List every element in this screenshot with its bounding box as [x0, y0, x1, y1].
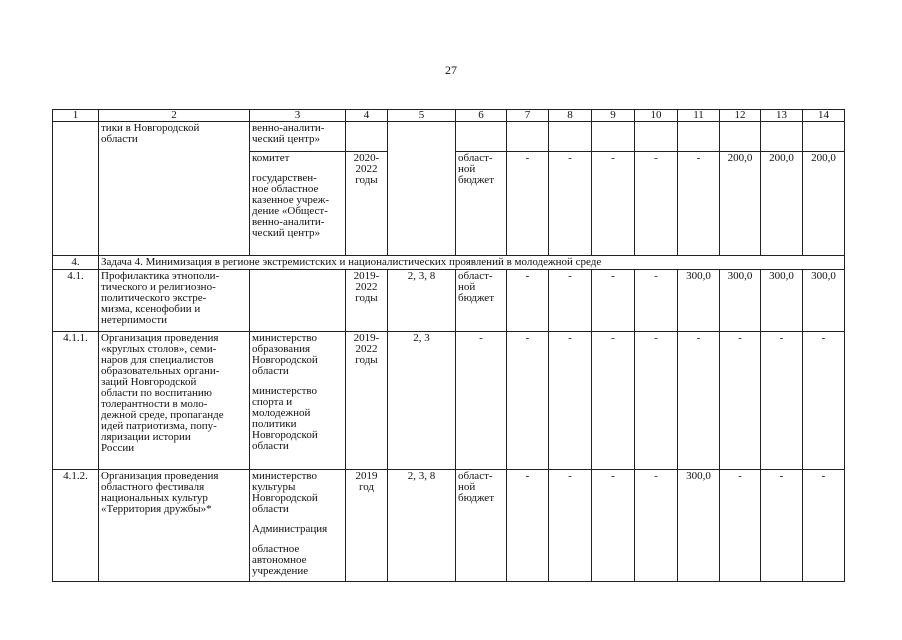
value-cell: - — [507, 332, 549, 470]
header-cell: 10 — [635, 110, 678, 122]
value-cell: - — [803, 332, 845, 470]
header-cell: 7 — [507, 110, 549, 122]
value-cell — [720, 122, 761, 152]
value-cell: - — [720, 332, 761, 470]
table-row — [53, 332, 845, 470]
value-cell: 200,0 — [720, 152, 761, 256]
program-table — [52, 109, 845, 582]
value-cell: 200,0 — [803, 152, 845, 256]
header-row — [53, 110, 845, 122]
source-cell: област- ной бюджет — [456, 152, 507, 256]
header-cell: 11 — [678, 110, 720, 122]
value-cell: 300,0 — [761, 270, 803, 332]
goal-index-cell: 2, 3, 8 — [388, 270, 456, 332]
executor-name: государствен- ное областное казенное учреж- дение «Общест- венно-аналити- ческий центр» — [252, 172, 330, 239]
value-cell: - — [761, 470, 803, 582]
value-cell: 300,0 — [678, 270, 720, 332]
value-cell: 300,0 — [678, 470, 720, 582]
row-number-cell: 4.1. — [53, 270, 99, 332]
header-cell: 6 — [456, 110, 507, 122]
value-cell: - — [549, 470, 592, 582]
header-cell: 5 — [388, 110, 456, 122]
value-cell — [635, 122, 678, 152]
activity-cell: тики в Новгородской области — [99, 122, 250, 256]
page-number: 27 — [445, 63, 457, 77]
term-cell — [346, 122, 388, 152]
value-cell: 300,0 — [803, 270, 845, 332]
executor-name: министерство культуры Новгородской области — [252, 470, 318, 515]
row-number-cell — [53, 122, 99, 256]
value-cell — [549, 122, 592, 152]
header-cell: 9 — [592, 110, 635, 122]
header-cell: 1 — [53, 110, 99, 122]
activity-cell: Организация проведения «круглых столов», семи- наров для специалистов образовательных органи- заций Новгородской области по воспитанию толерантности в моло- дежной среде, пропаганде идей патриотизма, попу- ляризации истории России — [99, 332, 250, 470]
value-cell: 200,0 — [761, 152, 803, 256]
goal-index-cell: 2, 3 — [388, 332, 456, 470]
value-cell: - — [549, 152, 592, 256]
term-cell: 2019- 2022 годы — [346, 270, 388, 332]
activity-cell: Профилактика этнополи- тического и религиозно- политического экстре- мизма, ксенофобии и нетерпимости — [99, 270, 250, 332]
value-cell — [592, 122, 635, 152]
header-cell: 2 — [99, 110, 250, 122]
goal-index-cell: 2, 3, 8 — [388, 470, 456, 582]
table-row — [53, 470, 845, 582]
value-cell — [803, 122, 845, 152]
header-cell: 3 — [250, 110, 346, 122]
value-cell — [678, 122, 720, 152]
executor-cell: венно-аналити- ческий центр» — [250, 122, 346, 152]
value-cell: - — [549, 270, 592, 332]
task-row — [53, 256, 845, 270]
value-cell: - — [592, 270, 635, 332]
executor-name: министерство образования Новгородской области — [252, 332, 318, 377]
executor-name: комитет — [252, 152, 290, 164]
value-cell: - — [592, 470, 635, 582]
table-row — [53, 270, 845, 332]
row-number-cell: 4. — [53, 256, 99, 270]
executor-name: областное автономное учреждение — [252, 543, 309, 577]
value-cell: 300,0 — [720, 270, 761, 332]
value-cell: - — [678, 332, 720, 470]
header-cell: 8 — [549, 110, 592, 122]
source-cell: - — [456, 332, 507, 470]
term-cell: 2019- 2022 годы — [346, 332, 388, 470]
value-cell: - — [720, 470, 761, 582]
executor-name: министерство спорта и молодежной политики Новгородской области — [252, 385, 318, 452]
value-cell: - — [592, 332, 635, 470]
value-cell: - — [507, 270, 549, 332]
value-cell: - — [592, 152, 635, 256]
value-cell: - — [803, 470, 845, 582]
executor-cell — [250, 332, 346, 470]
task-title: Задача 4. Минимизация в регионе экстремистских и националистических проявлений в молодежной среде — [99, 256, 845, 270]
executor-cell — [250, 270, 346, 332]
activity-cell: Организация проведения областного фестиваля национальных культур «Территория дружбы»* — [99, 470, 250, 582]
executor-name: Администрация — [252, 523, 328, 535]
source-cell: област- ной бюджет — [456, 270, 507, 332]
header-cell: 13 — [761, 110, 803, 122]
value-cell: - — [507, 470, 549, 582]
source-cell — [456, 122, 507, 152]
value-cell — [507, 122, 549, 152]
term-cell: 2019 год — [346, 470, 388, 582]
header-cell: 4 — [346, 110, 388, 122]
value-cell: - — [635, 152, 678, 256]
value-cell: - — [761, 332, 803, 470]
value-cell — [761, 122, 803, 152]
value-cell: - — [507, 152, 549, 256]
value-cell: - — [635, 332, 678, 470]
header-cell: 14 — [803, 110, 845, 122]
term-cell: 2020- 2022 годы — [346, 152, 388, 256]
value-cell: - — [549, 332, 592, 470]
header-cell: 12 — [720, 110, 761, 122]
source-cell: област- ной бюджет — [456, 470, 507, 582]
value-cell: - — [678, 152, 720, 256]
row-number-cell: 4.1.2. — [53, 470, 99, 582]
executor-cell — [250, 470, 346, 582]
goal-index-cell — [388, 122, 456, 256]
table-row — [53, 122, 845, 152]
value-cell: - — [635, 470, 678, 582]
row-number-cell: 4.1.1. — [53, 332, 99, 470]
value-cell: - — [635, 270, 678, 332]
executor-cell — [250, 152, 346, 256]
